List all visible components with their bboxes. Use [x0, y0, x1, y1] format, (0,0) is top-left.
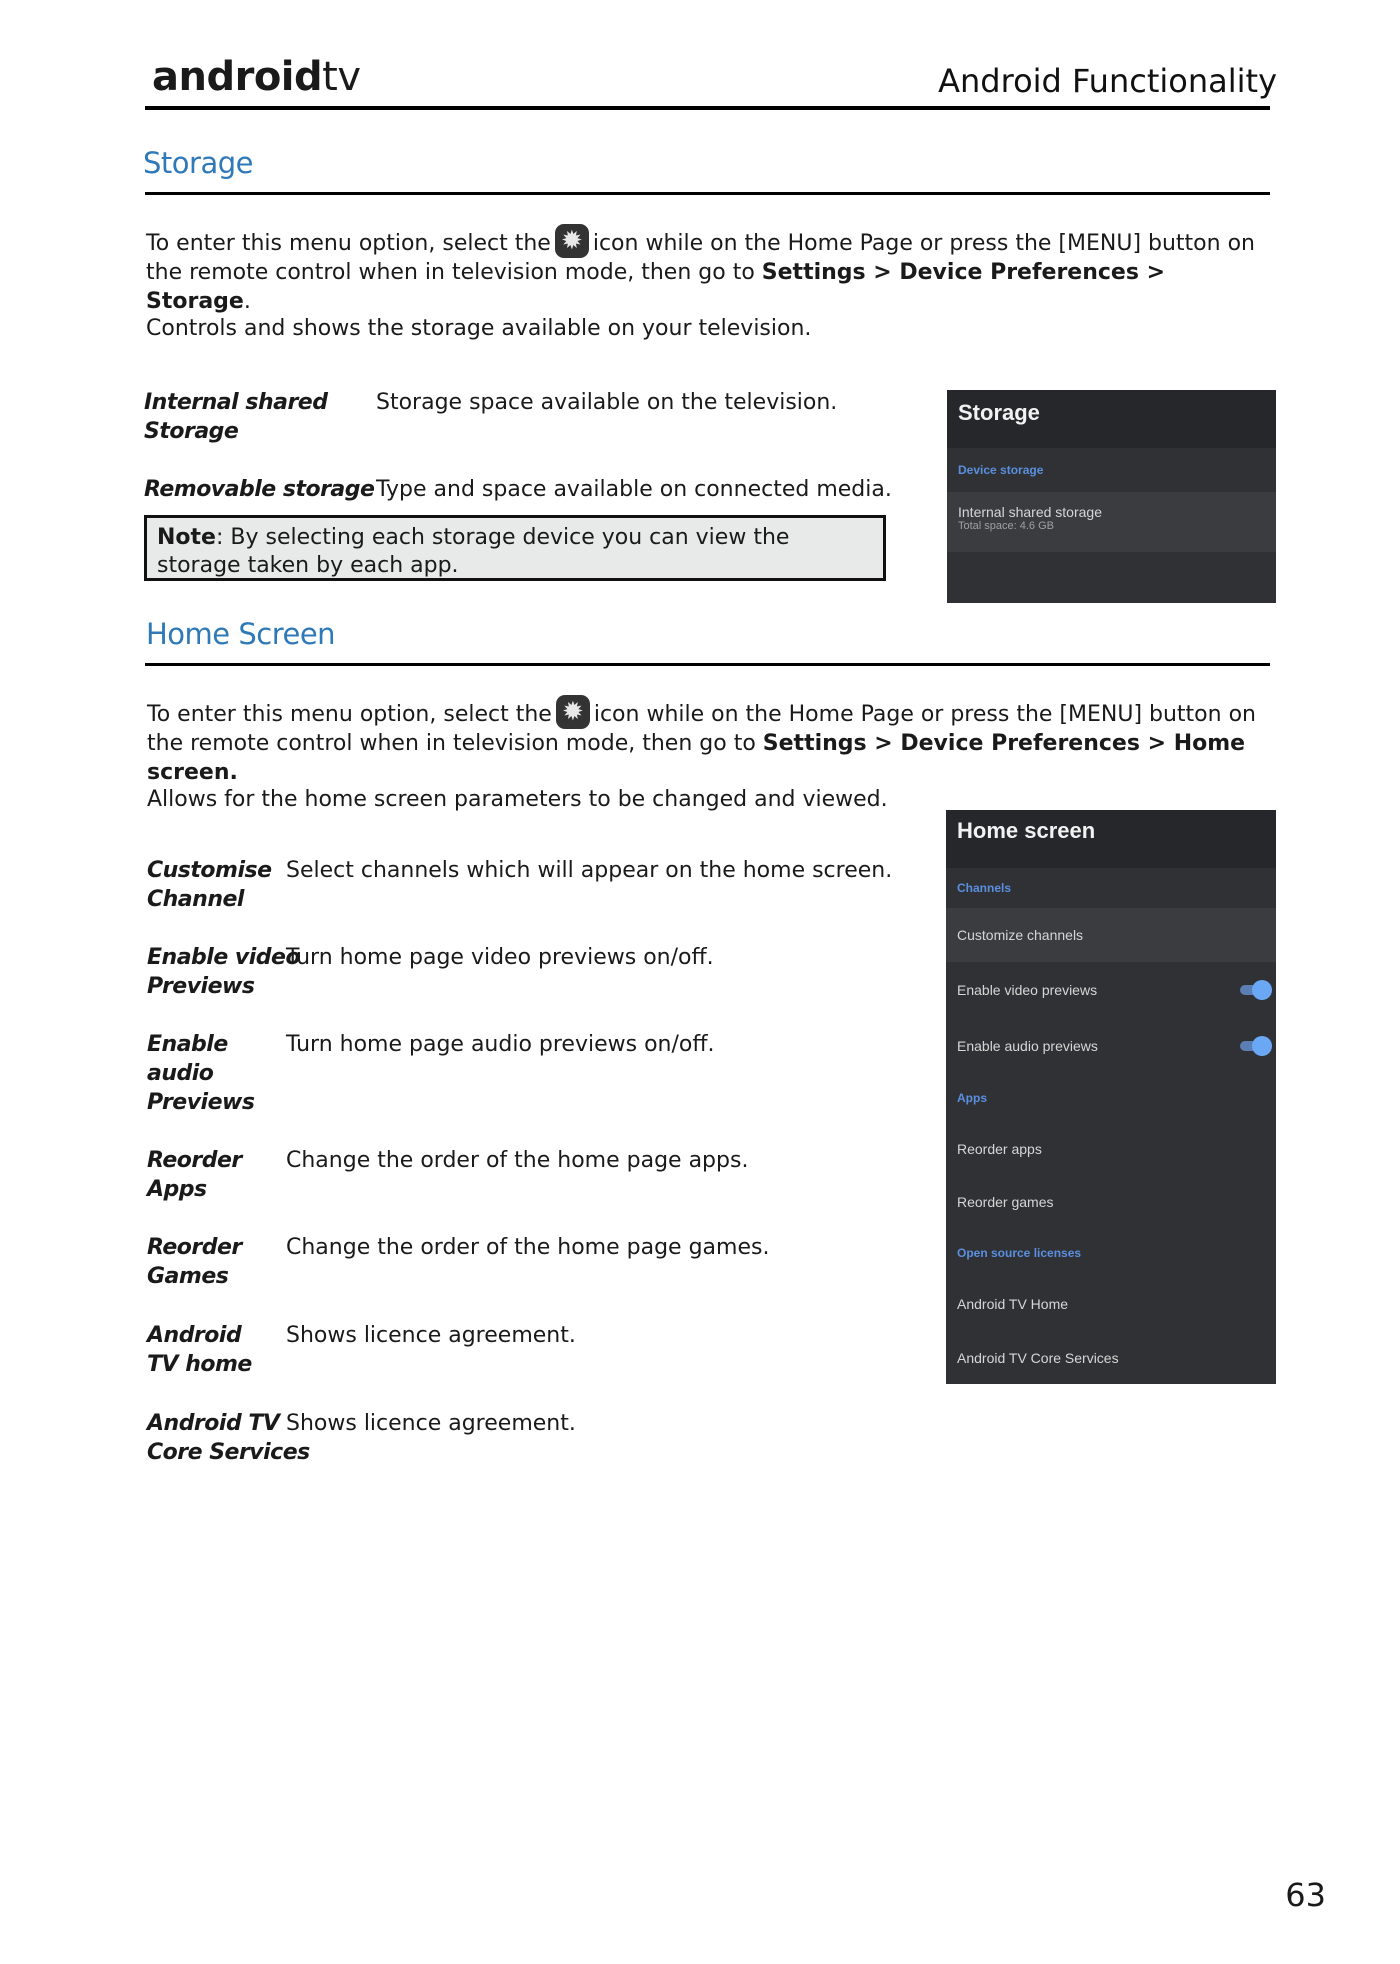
term-line: Android	[147, 1323, 242, 1348]
home-term-reorder-apps	[147, 1146, 242, 1204]
storage-section-title: Storage	[143, 146, 253, 180]
tv-item-internal-storage	[947, 492, 1276, 552]
home-intro-after: icon while on the Home Page or press the [MENU] button on the remote control when in television mode, then go to	[147, 702, 1256, 756]
storage-intro	[146, 224, 1276, 316]
home-term-video	[147, 943, 300, 1001]
video-preview-toggle-icon	[1240, 980, 1272, 1000]
home-desc-tv-home: Shows licence agreement.	[286, 1323, 576, 1348]
tv-item-label: Enable audio previews	[957, 1038, 1098, 1054]
storage-term-removable: Removable storage	[144, 477, 375, 502]
home-desc-reorder-games: Change the order of the home page games.	[286, 1235, 770, 1260]
storage-term-internal	[144, 388, 327, 446]
storage-divider	[145, 192, 1270, 195]
term-line: Games	[147, 1264, 229, 1289]
settings-gear-icon	[556, 695, 590, 729]
term-line: Previews	[147, 974, 255, 999]
home-desc-video: Turn home page video previews on/off.	[286, 945, 714, 970]
tv-item-label: Internal shared storage	[958, 504, 1102, 520]
tv-item-android-tv-home: Android TV Home	[957, 1296, 1069, 1312]
home-term-customise	[147, 856, 272, 914]
home-screen-description: Allows for the home screen parameters to be changed and viewed.	[147, 787, 888, 812]
logo-android: android	[152, 54, 323, 100]
term-line: audio	[147, 1061, 214, 1086]
home-screen-section-title: Home Screen	[146, 617, 336, 651]
home-intro-before: To enter this menu option, select the	[147, 702, 552, 727]
androidtv-logo	[152, 54, 361, 100]
note-label: Note	[157, 525, 216, 550]
logo-tv: tv	[322, 54, 361, 100]
term-line: Storage	[144, 419, 239, 444]
home-term-audio	[147, 1030, 254, 1117]
term-line: Customise	[147, 858, 272, 883]
tv-item-customize-channels: Customize channels	[946, 908, 1276, 962]
tv-item-video-previews	[946, 962, 1276, 1018]
note-text: : By selecting each storage device you can view the storage taken by each app.	[157, 525, 790, 578]
home-menu-path: Settings > Device Preferences > Home screen.	[147, 731, 1246, 785]
tv-category-device-storage: Device storage	[958, 463, 1044, 477]
home-term-reorder-games	[147, 1233, 242, 1291]
storage-desc-removable: Type and space available on connected media.	[376, 477, 892, 502]
storage-note-box	[144, 515, 886, 581]
term-line: Enable video	[147, 945, 301, 970]
term-line: Core Services	[147, 1440, 310, 1465]
header-divider	[145, 106, 1270, 110]
storage-desc-internal: Storage space available on the television.	[376, 390, 838, 415]
tv-item-core-services: Android TV Core Services	[957, 1350, 1119, 1366]
term-line: Enable	[147, 1032, 228, 1057]
term-line: Reorder	[147, 1235, 242, 1260]
home-term-tv-home	[147, 1321, 252, 1379]
settings-gear-icon	[555, 224, 589, 258]
term-line: Internal shared	[144, 390, 328, 415]
storage-tv-screenshot	[947, 390, 1276, 603]
page-number: 63	[1285, 1876, 1326, 1914]
tv-item-audio-previews	[946, 1018, 1276, 1074]
tv-item-label: Enable video previews	[957, 982, 1098, 998]
term-line: Previews	[147, 1090, 255, 1115]
home-desc-audio: Turn home page audio previews on/off.	[286, 1032, 715, 1057]
page-header-title: Android Functionality	[938, 62, 1277, 100]
home-screen-tv-screenshot	[946, 810, 1276, 1384]
term-line: TV home	[147, 1352, 252, 1377]
storage-intro-after: icon while on the Home Page or press the [MENU] button on the remote control when in television mode, then go to	[146, 231, 1255, 285]
home-desc-reorder-apps: Change the order of the home page apps.	[286, 1148, 749, 1173]
storage-menu-path: Settings > Device Preferences > Storage	[146, 260, 1166, 314]
term-line: Apps	[147, 1177, 207, 1202]
tv-category-channels: Channels	[957, 881, 1012, 895]
tv-item-reorder-apps: Reorder apps	[957, 1141, 1042, 1157]
home-desc-customise: Select channels which will appear on the home screen.	[286, 858, 893, 883]
storage-path-end: .	[243, 289, 251, 314]
tv-item-sub: Total space: 4.6 GB	[958, 520, 1054, 532]
tv-category-apps: Apps	[957, 1091, 987, 1105]
tv-screen-title: Home screen	[946, 810, 1276, 868]
term-line: Channel	[147, 887, 244, 912]
home-screen-intro	[147, 695, 1277, 787]
home-screen-divider	[145, 663, 1270, 666]
audio-preview-toggle-icon	[1240, 1036, 1272, 1056]
term-line: Android TV	[147, 1411, 280, 1436]
tv-screen-title: Storage	[947, 390, 1276, 448]
home-desc-core-services: Shows licence agreement.	[286, 1411, 576, 1436]
storage-description: Controls and shows the storage available on your television.	[146, 316, 812, 341]
term-line: Reorder	[147, 1148, 242, 1173]
tv-category-licenses: Open source licenses	[957, 1246, 1082, 1260]
storage-intro-before: To enter this menu option, select the	[146, 231, 551, 256]
tv-item-reorder-games: Reorder games	[957, 1194, 1054, 1210]
